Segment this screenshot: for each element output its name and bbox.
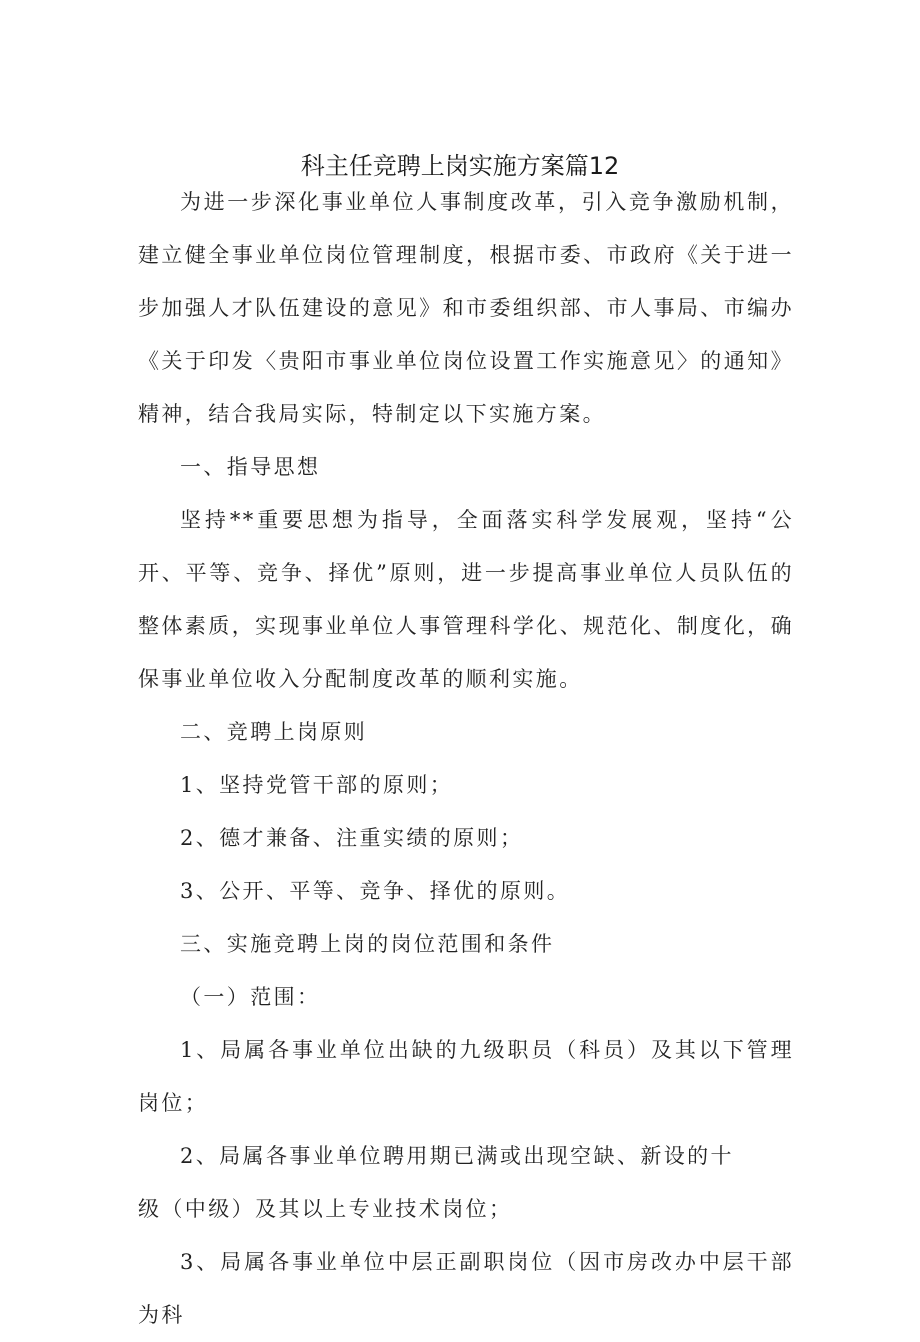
list-item: 2、局属各事业单位聘用期已满或出现空缺、新设的十 bbox=[180, 1144, 734, 1168]
subsection-heading-scope: （一）范围： bbox=[180, 985, 321, 1009]
section-heading-principles: 二、竞聘上岗原则 bbox=[180, 720, 368, 744]
intro-paragraph: 为进一步深化事业单位人事制度改革，引入竞争激励机制，建立健全事业单位岗位管理制度，根据市委、市政府《关于进一步加强人才队伍建设的意见》和市委组织部、市人事局、市编办《关于印发〈贵阳市事业单位岗位设置工作实施意见〉的通知》精神，结合我局实际，特制定以下实施方案。 bbox=[138, 190, 794, 426]
list-item: 1、坚持党管干部的原则； bbox=[180, 773, 454, 797]
section-heading-scope-conditions: 三、实施竞聘上岗的岗位范围和条件 bbox=[180, 932, 555, 956]
list-item-continuation: 级（中级）及其以上专业技术岗位； bbox=[138, 1197, 513, 1221]
list-item: 2、德才兼备、注重实绩的原则； bbox=[180, 826, 524, 850]
list-item: 1、局属各事业单位出缺的九级职员（科员）及其以下管理岗位； bbox=[138, 1038, 794, 1115]
body-paragraph: 坚持**重要思想为指导，全面落实科学发展观，坚持“公开、平等、竞争、择优”原则，进一步提高事业单位人员队伍的整体素质，实现事业单位人事管理科学化、规范化、制度化，确保事业单位收入分配制度改革的顺利实施。 bbox=[138, 508, 794, 691]
list-item: 3、局属各事业单位中层正副职岗位（因市房改办中层干部为科 bbox=[138, 1250, 794, 1327]
section-heading-guiding-ideology: 一、指导思想 bbox=[180, 455, 321, 479]
document-title: 科主任竞聘上岗实施方案篇12 bbox=[300, 152, 620, 180]
document-body bbox=[138, 176, 794, 1342]
list-item: 3、公开、平等、竞争、择优的原则。 bbox=[180, 879, 571, 903]
